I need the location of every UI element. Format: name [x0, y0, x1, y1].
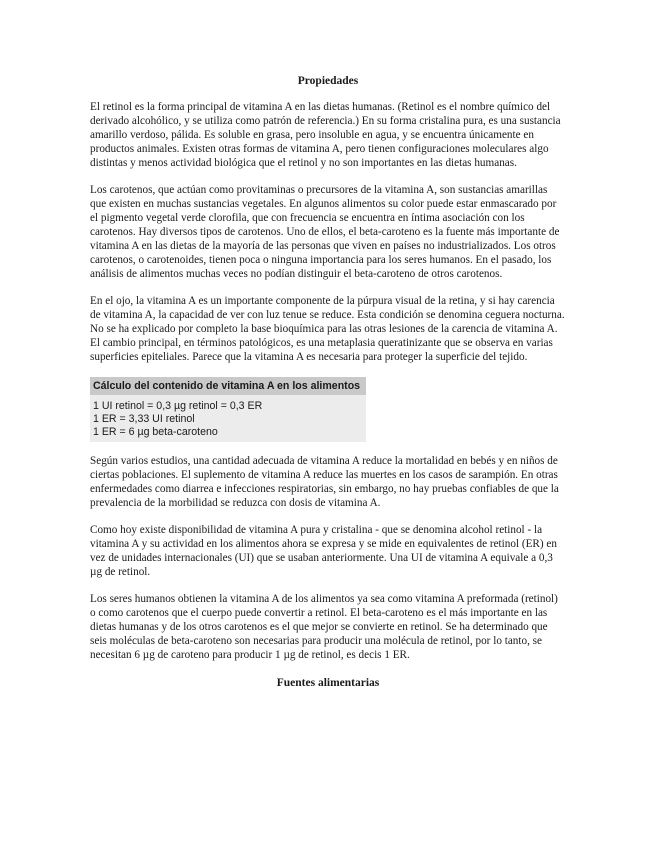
section-heading-fuentes: Fuentes alimentarias	[276, 677, 380, 689]
calc-line: 1 UI retinol = 0,3 µg retinol = 0,3 ER	[93, 400, 263, 412]
calc-box	[90, 377, 366, 442]
calc-line: 1 ER = 6 µg beta-caroteno	[93, 426, 218, 438]
paragraph-ojo: En el ojo, la vitamina A es un importante componente de la púrpura visual de la retina, y si hay carencia de vitamina A, la capacidad de ver con luz tenue se reduce. Esta condición se denomina ceguera nocturna. No se ha explicado por completo la base bioquímica para las otras lesiones de la carencia de vitamina A. El cambio principal, en términos patológicos, es una metaplasia queratinizante que se observa en varias superficies epiteliales. Parece que la vitamina A es necesaria para proteger la superficie del tejido.	[90, 295, 565, 363]
paragraph-disponibilidad: Como hoy existe disponibilidad de vitamina A pura y cristalina - que se denomina alcohol retinol - la vitamina A y su actividad en los alimentos ahora se expresa y se mide en equivalentes de retinol (ER) en vez de unidades internacionales (UI) que se usaban anteriormente. Una UI de vitamina A equivale a 0,3 µg de retinol.	[90, 524, 557, 578]
paragraph-estudios: Según varios estudios, una cantidad adecuada de vitamina A reduce la mortalidad en bebés y en niños de ciertas poblaciones. El suplemento de vitamina A reduce las muertes en los casos de sarampión. En otras enfermedades como diarrea e infecciones respiratorias, sin embargo, no hay pruebas confiables de que la prevalencia de la morbilidad se reduzca con dosis de vitamina A.	[90, 455, 559, 509]
calc-box-title: Cálculo del contenido de vitamina A en los alimentos	[90, 377, 366, 395]
paragraph-seres-humanos: Los seres humanos obtienen la vitamina A de los alimentos ya sea como vitamina A preformada (retinol) o como carotenos que el cuerpo puede convertir a retinol. El beta-caroteno es el más importante en las dietas humanas y de los otros carotenos es el que mejor se convierte en retinol. Se ha determinado que seis moléculas de beta-caroteno son necesarias para producir una molécula de retinol, por lo tanto, se necesitan 6 µg de caroteno para producir 1 µg de retinol, es decis 1 ER.	[90, 593, 558, 661]
calc-box-body	[90, 395, 366, 442]
document-page	[90, 74, 566, 690]
paragraph-retinol: El retinol es la forma principal de vitamina A en las dietas humanas. (Retinol es el nombre químico del derivado alcohólico, y se utiliza como patrón de referencia.) En su forma cristalina pura, es una sustancia amarillo verdoso, pálida. Es soluble en grasa, pero insoluble en agua, y se encuentra únicamente en productos animales. Existen otras formas de vitamina A, pero tienen configuraciones moleculares algo distintas y menos actividad biológica que el retinol y no son importantes en las dietas humanas.	[90, 101, 561, 169]
calc-line: 1 ER = 3,33 UI retinol	[93, 413, 195, 425]
paragraph-carotenos: Los carotenos, que actúan como provitaminas o precursores de la vitamina A, son sustancias amarillas que existen en muchas sustancias vegetales. En algunos alimentos su color puede estar enmascarado por el pigmento vegetal verde clorofila, que con frecuencia se encuentra en íntima asociación con los carotenos. Hay diversos tipos de carotenos. Uno de ellos, el beta-caroteno es la fuente más importante de vitamina A en las dietas de la mayoría de las personas que viven en países no industrializados. Los otros carotenos, o carotenoides, tienen poca o ninguna importancia para los seres humanos. En el pasado, los análisis de alimentos muchas veces no podían distinguir el beta-caroteno de otros carotenos.	[90, 184, 560, 280]
section-heading-propiedades: Propiedades	[297, 75, 359, 87]
